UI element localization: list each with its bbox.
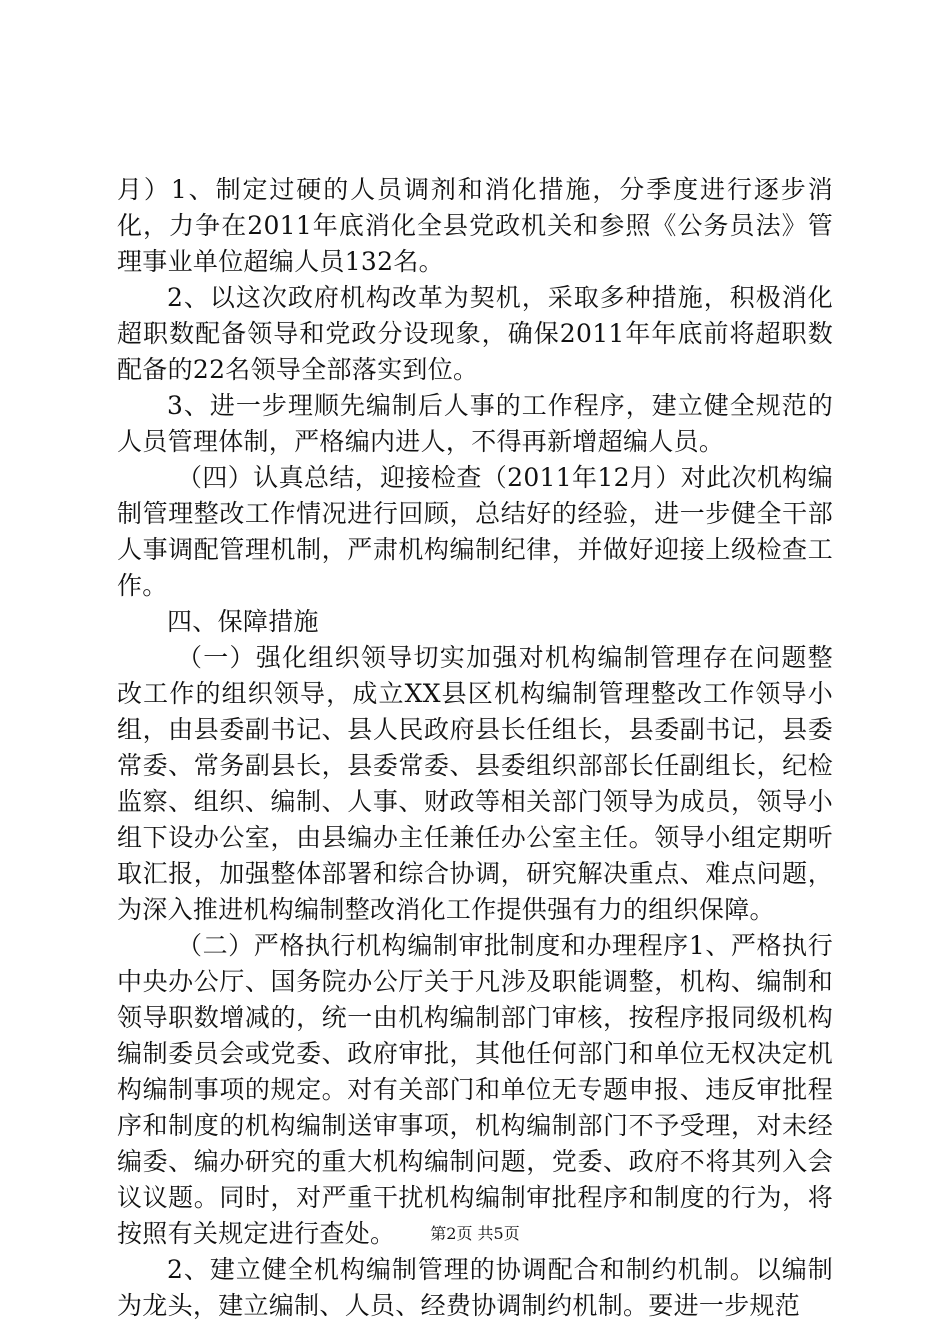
- paragraph-review-inspection: （四）认真总结，迎接检查（2011年12月）对此次机构编制管理整改工作情况进行回顾，总结好的经验，进一步健全干部人事调配管理机制，严肃机构编制纪律，并做好迎接上级检查工作。: [117, 463, 833, 600]
- paragraph-personnel-procedure: 3、进一步理顺先编制后人事的工作程序，建立健全规范的人员管理体制，严格编内进人，不得再新增超编人员。: [117, 391, 833, 456]
- paragraph-organizational-leadership: （一）强化组织领导切实加强对机构编制管理存在问题整改工作的组织领导，成立XX县区机构编制管理整改工作领导小组，由县委副书记、县人民政府县长任组长，县委副书记，县委常委、常务副县长，县委常委、县委组织部部长任副组长，纪检监察、组织、编制、人事、财政等相关部门领导为成员，领导小组下设办公室，由县编办主任兼任办公室主任。领导小组定期听取汇报，加强整体部署和综合协调，研究解决重点、难点问题，为深入推进机构编制整改消化工作提供强有力的组织保障。: [117, 643, 833, 924]
- document-body: [117, 172, 833, 1324]
- page-number-footer: 第2页 共5页: [430, 1224, 520, 1243]
- paragraph-coordination-mechanism: 2、建立健全机构编制管理的协调配合和制约机制。以编制为龙头，建立编制、人员、经费协调制约机制。要进一步规范: [117, 1255, 833, 1320]
- section-heading-safeguards: 四、保障措施: [167, 607, 319, 636]
- paragraph-staff-reduction: 月）1、制定过硬的人员调剂和消化措施，分季度进行逐步消化，力争在2011年底消化全县党政机关和参照《公务员法》管理事业单位超编人员132名。: [117, 175, 833, 276]
- paragraph-approval-system: （二）严格执行机构编制审批制度和办理程序1、严格执行中央办公厅、国务院办公厅关于凡涉及职能调整，机构、编制和领导职数增减的，统一由机构编制部门审核，按程序报同级机构编制委员会或党委、政府审批，其他任何部门和单位无权决定机构编制事项的规定。对有关部门和单位无专题申报、违反审批程序和制度的机构编制送审事项，机构编制部门不予受理，对未经编委、编办研究的重大机构编制问题，党委、政府不将其列入会议议题。同时，对严重干扰机构编制审批程序和制度的行为，将按照有关规定进行查处。: [117, 931, 833, 1248]
- paragraph-leader-positions: 2、以这次政府机构改革为契机，采取多种措施，积极消化超职数配备领导和党政分设现象，确保2011年年底前将超职数配备的22名领导全部落实到位。: [117, 283, 833, 384]
